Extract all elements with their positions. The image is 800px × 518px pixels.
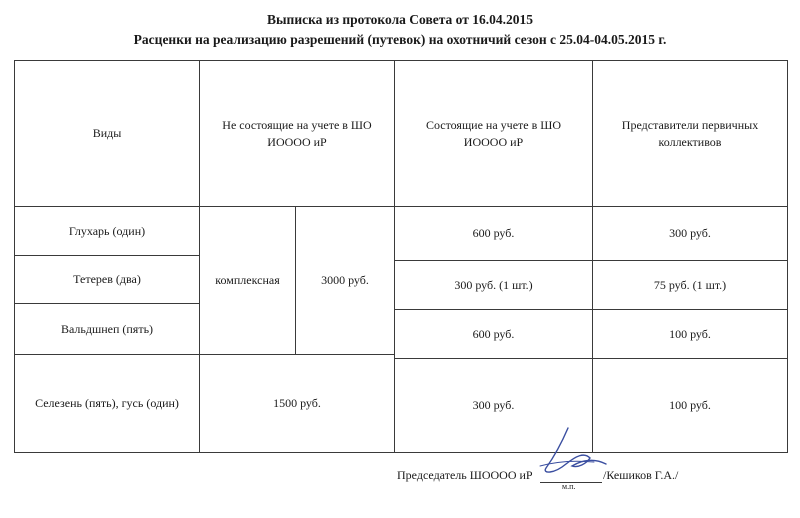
- chairman-title: Председатель ШОООО иР: [397, 468, 533, 482]
- row-members-grouse: 600 руб.: [394, 206, 593, 261]
- row-members-black-grouse: 300 руб. (1 шт.): [394, 260, 593, 310]
- row-kind-woodcock: Вальдшнеп (пять): [14, 303, 200, 355]
- complex-price: 3000 руб.: [295, 206, 395, 355]
- document-subtitle: Расценки на реализацию разрешений (путевок) на охотничий сезон с 25.04-04.05.2015 г.: [133, 32, 667, 47]
- document-title: Выписка из протокола Совета от 16.04.2015: [267, 12, 533, 27]
- signature-image: [532, 424, 617, 484]
- row-members-woodcock: 600 руб.: [394, 309, 593, 359]
- stamp-mark: м.п.: [562, 482, 576, 491]
- header-kinds: Виды: [14, 60, 200, 207]
- chairman-name: /Кешиков Г.А./: [603, 468, 679, 482]
- header-members: Состоящие на учете в ШО ИОООО иР: [394, 60, 593, 207]
- row-kind-drake-goose: Селезень (пять), гусь (один): [14, 354, 200, 453]
- row-reps-black-grouse: 75 руб. (1 шт.): [592, 260, 788, 310]
- row-reps-woodcock: 100 руб.: [592, 309, 788, 359]
- row-kind-black-grouse: Тетерев (два): [14, 255, 200, 304]
- header-nonmembers: Не состоящие на учете в ШО ИОООО иР: [199, 60, 395, 207]
- header-reps: Представители первичных коллективов: [592, 60, 788, 207]
- row-reps-grouse: 300 руб.: [592, 206, 788, 261]
- row-kind-grouse: Глухарь (один): [14, 206, 200, 256]
- row-members-drake-goose: 300 руб.: [394, 358, 593, 453]
- complex-label: комплексная: [199, 206, 296, 355]
- row-nonmembers-drake-goose: 1500 руб.: [199, 354, 395, 453]
- row-reps-drake-goose: 100 руб.: [592, 358, 788, 453]
